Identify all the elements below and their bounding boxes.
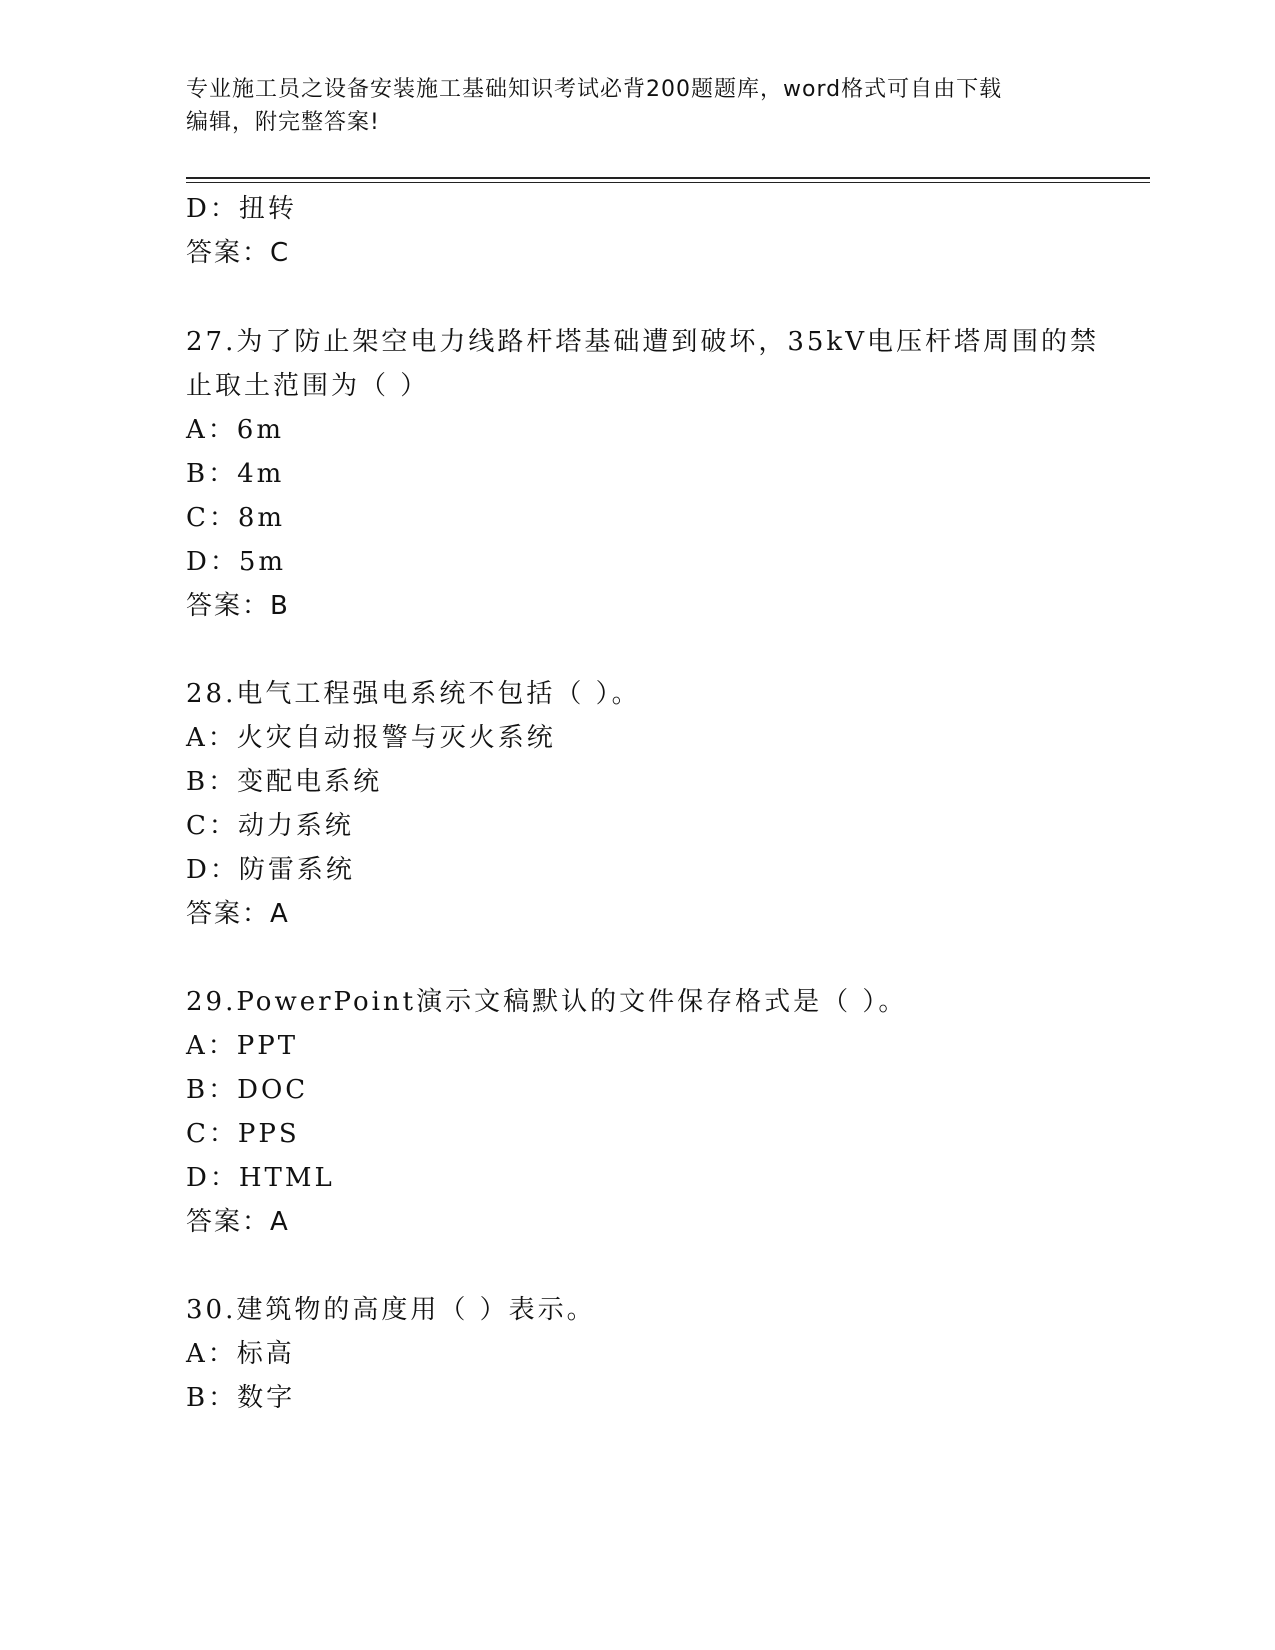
question-28-option-a: A：火灾自动报警与灭火系统 bbox=[186, 723, 556, 753]
question-30-option-b: B：数字 bbox=[186, 1383, 296, 1413]
question-27-option-a: A：6m bbox=[186, 415, 284, 445]
question-28-option-d: D：防雷系统 bbox=[186, 855, 355, 885]
header-rule-thick bbox=[186, 177, 1150, 179]
question-28-option-c: C：动力系统 bbox=[186, 811, 354, 841]
question-29-stem-line-1: 29.PowerPoint演示文稿默认的文件保存格式是（ ）。 bbox=[186, 987, 908, 1017]
prev-answer: 答案：C bbox=[186, 238, 291, 268]
question-28-option-b: B：变配电系统 bbox=[186, 767, 383, 797]
header-title-line-1: 专业施工员之设备安装施工基础知识考试必背200题题库，word格式可自由下载 bbox=[186, 77, 1003, 102]
header-rule-thin bbox=[186, 182, 1150, 183]
header-title-line-2: 编辑，附完整答案! bbox=[186, 110, 380, 135]
document-header bbox=[186, 73, 1076, 139]
question-27-option-b: B：4m bbox=[186, 459, 285, 489]
question-29-option-b: B：DOC bbox=[186, 1075, 309, 1105]
question-28-answer: 答案：A bbox=[186, 899, 290, 929]
question-27-answer: 答案：B bbox=[186, 591, 290, 621]
question-29-option-c: C：PPS bbox=[186, 1119, 300, 1149]
question-27-option-d: D：5m bbox=[186, 547, 287, 577]
question-28-stem-line-1: 28.电气工程强电系统不包括（ ）。 bbox=[186, 679, 641, 709]
question-29-answer: 答案：A bbox=[186, 1207, 290, 1237]
question-30-option-a: A：标高 bbox=[186, 1339, 295, 1369]
question-27-stem-line-1: 27.为了防止架空电力线路杆塔基础遭到破坏，35kV电压杆塔周围的禁 bbox=[186, 327, 1099, 357]
question-27-stem-line-2: 止取土范围为（ ） bbox=[186, 371, 430, 401]
question-30-stem-line-1: 30.建筑物的高度用（ ）表示。 bbox=[186, 1295, 596, 1325]
prev-option-d: D：扭转 bbox=[186, 194, 297, 224]
question-27-option-c: C：8m bbox=[186, 503, 286, 533]
question-29-option-d: D：HTML bbox=[186, 1163, 335, 1193]
question-29-option-a: A：PPT bbox=[186, 1031, 299, 1061]
